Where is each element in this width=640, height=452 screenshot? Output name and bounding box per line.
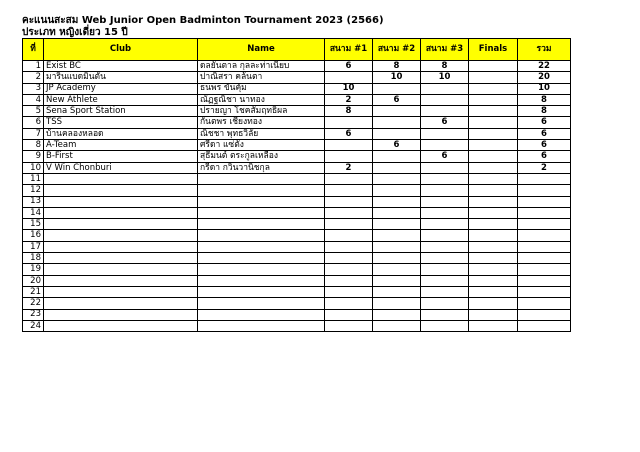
cell-total[interactable]: 22 — [518, 61, 571, 72]
cell-no[interactable]: 24 — [23, 320, 44, 331]
table-row — [23, 162, 571, 173]
col-header-round3[interactable]: สนาม #3 — [421, 39, 469, 61]
cell-round3[interactable] — [421, 298, 469, 309]
cell-no[interactable]: 18 — [23, 253, 44, 264]
cell-total[interactable] — [518, 275, 571, 286]
score-table — [22, 38, 571, 332]
cell-no[interactable]: 22 — [23, 298, 44, 309]
cell-round2[interactable] — [373, 83, 421, 94]
col-header-round2[interactable]: สนาม #2 — [373, 39, 421, 61]
cell-club[interactable]: TSS — [44, 117, 198, 128]
cell-club[interactable]: New Athlete — [44, 94, 198, 105]
cell-club[interactable] — [44, 298, 198, 309]
cell-round1[interactable] — [325, 173, 373, 184]
cell-finals[interactable] — [469, 128, 518, 139]
cell-round3[interactable] — [421, 230, 469, 241]
cell-total[interactable]: 6 — [518, 140, 571, 151]
cell-total[interactable] — [518, 309, 571, 320]
cell-name[interactable] — [198, 298, 325, 309]
cell-total[interactable] — [518, 298, 571, 309]
table-row — [23, 106, 571, 117]
cell-finals[interactable] — [469, 264, 518, 275]
cell-finals[interactable] — [469, 286, 518, 297]
table-row — [23, 230, 571, 241]
cell-name[interactable]: ดลยันตาล กุลละท่าเนียบ — [198, 61, 325, 72]
cell-no[interactable]: 6 — [23, 117, 44, 128]
cell-round1[interactable] — [325, 230, 373, 241]
table-row — [23, 83, 571, 94]
cell-round2[interactable] — [373, 253, 421, 264]
cell-round3[interactable]: 8 — [421, 61, 469, 72]
cell-round3[interactable]: 6 — [421, 151, 469, 162]
cell-round3[interactable] — [421, 173, 469, 184]
cell-name[interactable] — [198, 286, 325, 297]
cell-club[interactable] — [44, 309, 198, 320]
cell-name[interactable] — [198, 230, 325, 241]
cell-round2[interactable]: 6 — [373, 140, 421, 151]
cell-club[interactable] — [44, 219, 198, 230]
cell-round2[interactable] — [373, 219, 421, 230]
col-header-club[interactable]: Club — [44, 39, 198, 61]
cell-name[interactable]: ณิชชา พุทธวิลัย — [198, 128, 325, 139]
cell-round3[interactable] — [421, 185, 469, 196]
cell-total[interactable] — [518, 253, 571, 264]
cell-no[interactable]: 8 — [23, 140, 44, 151]
table-row — [23, 72, 571, 83]
cell-club[interactable]: Exist BC — [44, 61, 198, 72]
cell-finals[interactable] — [469, 275, 518, 286]
table-row — [23, 253, 571, 264]
table-row — [23, 94, 571, 105]
cell-round2[interactable]: 6 — [373, 94, 421, 105]
cell-name[interactable]: ปรายญา โชคสัมฤทธิผล — [198, 106, 325, 117]
cell-club[interactable]: มารินแบดมินตัน — [44, 72, 198, 83]
col-header-round1[interactable]: สนาม #1 — [325, 39, 373, 61]
cell-round3[interactable] — [421, 264, 469, 275]
cell-round1[interactable] — [325, 219, 373, 230]
cell-round2[interactable] — [373, 298, 421, 309]
cell-total[interactable] — [518, 219, 571, 230]
table-row — [23, 173, 571, 184]
cell-name[interactable]: ณัฏฐณิชา นาทอง — [198, 94, 325, 105]
cell-round2[interactable] — [373, 286, 421, 297]
table-row — [23, 140, 571, 151]
cell-round1[interactable] — [325, 253, 373, 264]
cell-total[interactable] — [518, 320, 571, 331]
col-header-total[interactable]: รวม — [518, 39, 571, 61]
table-row — [23, 151, 571, 162]
cell-club[interactable]: JP Academy — [44, 83, 198, 94]
cell-round1[interactable] — [325, 309, 373, 320]
cell-total[interactable] — [518, 173, 571, 184]
table-row — [23, 196, 571, 207]
cell-round2[interactable] — [373, 309, 421, 320]
cell-round1[interactable] — [325, 241, 373, 252]
table-row — [23, 185, 571, 196]
cell-no[interactable]: 4 — [23, 94, 44, 105]
header-row — [23, 39, 571, 61]
cell-club[interactable] — [44, 253, 198, 264]
cell-finals[interactable] — [469, 298, 518, 309]
cell-round3[interactable] — [421, 207, 469, 218]
cell-no[interactable]: 21 — [23, 286, 44, 297]
cell-finals[interactable] — [469, 72, 518, 83]
cell-round3[interactable] — [421, 196, 469, 207]
col-header-finals[interactable]: Finals — [469, 39, 518, 61]
cell-round3[interactable] — [421, 128, 469, 139]
cell-total[interactable]: 10 — [518, 83, 571, 94]
cell-no[interactable]: 13 — [23, 196, 44, 207]
cell-finals[interactable] — [469, 241, 518, 252]
cell-round1[interactable] — [325, 185, 373, 196]
page-subtitle: ประเภท หญิงเดี่ยว 15 ปี — [22, 27, 128, 38]
cell-round2[interactable] — [373, 207, 421, 218]
cell-round3[interactable]: 6 — [421, 117, 469, 128]
table-row — [23, 219, 571, 230]
cell-round3[interactable] — [421, 219, 469, 230]
cell-club[interactable]: A-Team — [44, 140, 198, 151]
cell-no[interactable]: 19 — [23, 264, 44, 275]
cell-no[interactable]: 12 — [23, 185, 44, 196]
cell-round3[interactable]: 10 — [421, 72, 469, 83]
cell-total[interactable] — [518, 196, 571, 207]
cell-finals[interactable] — [469, 253, 518, 264]
cell-club[interactable]: B-First — [44, 151, 198, 162]
cell-club[interactable] — [44, 241, 198, 252]
cell-club[interactable] — [44, 230, 198, 241]
cell-round3[interactable] — [421, 94, 469, 105]
cell-finals[interactable] — [469, 320, 518, 331]
cell-finals[interactable] — [469, 309, 518, 320]
cell-round2[interactable] — [373, 264, 421, 275]
cell-name[interactable] — [198, 309, 325, 320]
table-row — [23, 241, 571, 252]
cell-total[interactable] — [518, 207, 571, 218]
cell-no[interactable]: 11 — [23, 173, 44, 184]
cell-round3[interactable] — [421, 83, 469, 94]
cell-name[interactable] — [198, 207, 325, 218]
cell-round1[interactable]: 10 — [325, 83, 373, 94]
cell-name[interactable]: กันตพร เชียงทอง — [198, 117, 325, 128]
cell-round1[interactable]: 6 — [325, 128, 373, 139]
cell-total[interactable]: 20 — [518, 72, 571, 83]
cell-club[interactable] — [44, 196, 198, 207]
cell-round1[interactable] — [325, 320, 373, 331]
cell-finals[interactable] — [469, 151, 518, 162]
table-row — [23, 320, 571, 331]
cell-round2[interactable] — [373, 128, 421, 139]
cell-round3[interactable] — [421, 106, 469, 117]
cell-name[interactable]: ปาณิสรา คล้นตา — [198, 72, 325, 83]
cell-no[interactable]: 7 — [23, 128, 44, 139]
cell-round2[interactable] — [373, 230, 421, 241]
cell-no[interactable]: 16 — [23, 230, 44, 241]
cell-finals[interactable] — [469, 207, 518, 218]
cell-club[interactable]: V Win Chonburi — [44, 162, 198, 173]
cell-total[interactable]: 6 — [518, 128, 571, 139]
cell-club[interactable] — [44, 320, 198, 331]
cell-club[interactable] — [44, 207, 198, 218]
cell-name[interactable] — [198, 241, 325, 252]
cell-total[interactable] — [518, 241, 571, 252]
cell-round1[interactable]: 6 — [325, 61, 373, 72]
cell-no[interactable]: 5 — [23, 106, 44, 117]
cell-round1[interactable] — [325, 151, 373, 162]
cell-round1[interactable] — [325, 275, 373, 286]
cell-no[interactable]: 3 — [23, 83, 44, 94]
cell-round1[interactable]: 2 — [325, 94, 373, 105]
cell-round2[interactable] — [373, 151, 421, 162]
cell-name[interactable]: ศรีดา แซ่ตั้ง — [198, 140, 325, 151]
cell-total[interactable] — [518, 286, 571, 297]
cell-round2[interactable] — [373, 185, 421, 196]
cell-name[interactable] — [198, 253, 325, 264]
cell-round1[interactable] — [325, 264, 373, 275]
cell-no[interactable]: 2 — [23, 72, 44, 83]
cell-round2[interactable] — [373, 241, 421, 252]
table-row — [23, 61, 571, 72]
table-row — [23, 286, 571, 297]
col-header-no[interactable]: ที่ — [23, 39, 44, 61]
cell-total[interactable] — [518, 230, 571, 241]
cell-no[interactable]: 20 — [23, 275, 44, 286]
table-row — [23, 309, 571, 320]
cell-finals[interactable] — [469, 173, 518, 184]
table-row — [23, 128, 571, 139]
cell-round3[interactable] — [421, 140, 469, 151]
cell-name[interactable]: ธนพร ขันคุ้ม — [198, 83, 325, 94]
cell-round3[interactable] — [421, 275, 469, 286]
cell-round2[interactable] — [373, 196, 421, 207]
cell-total[interactable]: 2 — [518, 162, 571, 173]
cell-no[interactable]: 9 — [23, 151, 44, 162]
cell-round1[interactable] — [325, 196, 373, 207]
cell-finals[interactable] — [469, 219, 518, 230]
cell-round2[interactable] — [373, 117, 421, 128]
table-row — [23, 298, 571, 309]
cell-round1[interactable]: 2 — [325, 162, 373, 173]
cell-club[interactable] — [44, 275, 198, 286]
cell-total[interactable]: 8 — [518, 94, 571, 105]
cell-finals[interactable] — [469, 61, 518, 72]
cell-round3[interactable] — [421, 286, 469, 297]
cell-total[interactable]: 6 — [518, 151, 571, 162]
table-row — [23, 264, 571, 275]
cell-total[interactable] — [518, 264, 571, 275]
cell-finals[interactable] — [469, 185, 518, 196]
cell-club[interactable]: บ้านคลองหลอด — [44, 128, 198, 139]
cell-no[interactable]: 14 — [23, 207, 44, 218]
cell-round3[interactable] — [421, 241, 469, 252]
cell-round2[interactable]: 10 — [373, 72, 421, 83]
cell-club[interactable] — [44, 173, 198, 184]
cell-round3[interactable] — [421, 162, 469, 173]
cell-club[interactable] — [44, 185, 198, 196]
cell-round1[interactable] — [325, 72, 373, 83]
cell-name[interactable]: กรีดา กวินวานิชกุล — [198, 162, 325, 173]
cell-no[interactable]: 17 — [23, 241, 44, 252]
cell-finals[interactable] — [469, 83, 518, 94]
cell-round3[interactable] — [421, 320, 469, 331]
col-header-name[interactable]: Name — [198, 39, 325, 61]
cell-no[interactable]: 1 — [23, 61, 44, 72]
cell-round2[interactable] — [373, 320, 421, 331]
cell-round1[interactable]: 8 — [325, 106, 373, 117]
cell-name[interactable] — [198, 320, 325, 331]
cell-round2[interactable] — [373, 275, 421, 286]
cell-round3[interactable] — [421, 309, 469, 320]
cell-name[interactable] — [198, 185, 325, 196]
cell-finals[interactable] — [469, 140, 518, 151]
cell-no[interactable]: 10 — [23, 162, 44, 173]
cell-round1[interactable] — [325, 286, 373, 297]
cell-finals[interactable] — [469, 162, 518, 173]
cell-round1[interactable] — [325, 140, 373, 151]
cell-name[interactable]: สุธีมนต์ ตระกูลเหลือง — [198, 151, 325, 162]
table-row — [23, 117, 571, 128]
cell-finals[interactable] — [469, 94, 518, 105]
cell-club[interactable] — [44, 286, 198, 297]
cell-name[interactable] — [198, 264, 325, 275]
cell-finals[interactable] — [469, 230, 518, 241]
cell-total[interactable] — [518, 185, 571, 196]
cell-round1[interactable] — [325, 117, 373, 128]
cell-round3[interactable] — [421, 253, 469, 264]
cell-finals[interactable] — [469, 196, 518, 207]
table-row — [23, 207, 571, 218]
cell-total[interactable]: 6 — [518, 117, 571, 128]
cell-round1[interactable] — [325, 207, 373, 218]
cell-round2[interactable] — [373, 162, 421, 173]
cell-club[interactable] — [44, 264, 198, 275]
cell-round2[interactable]: 8 — [373, 61, 421, 72]
cell-name[interactable] — [198, 275, 325, 286]
cell-name[interactable] — [198, 173, 325, 184]
cell-total[interactable]: 8 — [518, 106, 571, 117]
cell-name[interactable] — [198, 196, 325, 207]
cell-name[interactable] — [198, 219, 325, 230]
table-row — [23, 275, 571, 286]
cell-no[interactable]: 23 — [23, 309, 44, 320]
cell-round2[interactable] — [373, 106, 421, 117]
cell-round2[interactable] — [373, 173, 421, 184]
cell-round1[interactable] — [325, 298, 373, 309]
cell-finals[interactable] — [469, 117, 518, 128]
cell-no[interactable]: 15 — [23, 219, 44, 230]
cell-club[interactable]: Sena Sport Station — [44, 106, 198, 117]
page-title: คะแนนสะสม Web Junior Open Badminton Tournament 2023 (2566) — [22, 15, 384, 26]
cell-finals[interactable] — [469, 106, 518, 117]
